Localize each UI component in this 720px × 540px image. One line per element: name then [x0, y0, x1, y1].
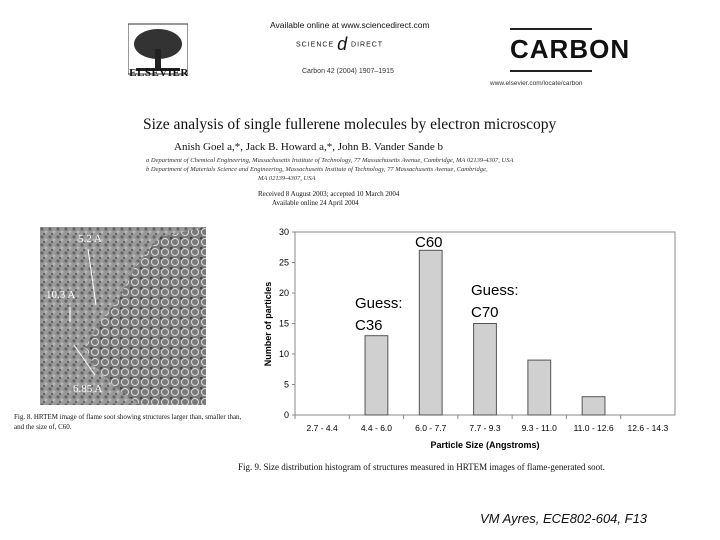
bar-3 — [474, 324, 497, 416]
affiliation-a: a Department of Chemical Engineering, Massachusetts Institute of Technology, 77 Massachusetts Avenue, Cambridge, MA 02139-4307, USA — [146, 157, 514, 164]
annotation-c70: Guess: C70 — [471, 282, 519, 321]
x-tick-3: 7.7 - 9.3 — [469, 423, 501, 433]
journal-citation: Carbon 42 (2004) 1907–1915 — [302, 68, 394, 75]
affiliation-b-cont: MA 02139-4307, USA — [258, 175, 316, 182]
paper-title: Size analysis of single fullerene molecules by electron microscopy — [143, 116, 557, 133]
bar-1 — [365, 336, 388, 415]
x-tick-2: 6.0 - 7.7 — [415, 423, 447, 433]
publisher-name: ELSEVIER — [129, 67, 189, 79]
online-date: Available online 24 April 2004 — [272, 199, 359, 207]
x-tick-4: 9.3 - 11.0 — [521, 423, 557, 433]
y-tick-2: 10 — [278, 349, 289, 359]
journal-rule-bottom — [510, 70, 592, 72]
size-distribution-chart — [255, 222, 695, 457]
figure9-caption: Fig. 9. Size distribution histogram of structures measured in HRTEM images of flame-generated soot. — [238, 462, 605, 472]
bar-2 — [419, 250, 442, 415]
figure8-caption: Fig. 8. HRTEM image of flame soot showing structures larger than, smaller than, and the size of, C60. — [14, 413, 242, 431]
available-online-text: Available online at www.sciencedirect.com — [270, 20, 430, 30]
hrtem-label-1: 5.2 A — [78, 233, 102, 245]
y-tick-3: 15 — [278, 318, 289, 329]
y-tick-1: 5 — [283, 379, 289, 390]
bar-5 — [582, 397, 605, 415]
slide-footer: VM Ayres, ECE802-604, F13 — [480, 511, 648, 526]
hrtem-label-3: 6.85 A — [73, 383, 103, 395]
sciencedirect-logo: SCIENCE d DIRECT — [296, 34, 384, 54]
hrtem-image — [40, 227, 206, 405]
y-axis-label: Number of particles — [263, 281, 273, 367]
x-tick-0: 2.7 - 4.4 — [306, 423, 338, 433]
journal-url: www.elsevier.com/locate/carbon — [490, 80, 583, 87]
y-tick-5: 25 — [278, 257, 289, 268]
bar-4 — [528, 360, 551, 415]
received-date: Received 8 August 2003; accepted 10 March 2004 — [258, 190, 400, 198]
annotation-c36: Guess: C36 — [355, 295, 403, 334]
x-axis-label: Particle Size (Angstroms) — [430, 440, 540, 450]
y-tick-4: 20 — [278, 288, 289, 298]
affiliation-b: b Department of Materials Science and Engineering, Massachusetts Institute of Technology, 77 Massachusetts Avenue, Cambridge, — [146, 166, 488, 173]
hrtem-label-2: 10.3 A — [46, 289, 76, 301]
x-tick-1: 4.4 - 6.0 — [360, 423, 393, 433]
x-tick-6: 12.6 - 14.3 — [627, 423, 669, 433]
y-tick-0: 0 — [283, 410, 289, 420]
annotation-c60: C60 — [415, 234, 443, 251]
paper-authors: Anish Goel a,*, Jack B. Howard a,*, John B. Vander Sande b — [174, 141, 443, 153]
journal-rule-top — [510, 28, 592, 30]
y-tick-6: 30 — [278, 227, 289, 237]
x-tick-5: 11.0 - 12.6 — [573, 423, 614, 433]
journal-title: CARBON — [510, 34, 631, 64]
